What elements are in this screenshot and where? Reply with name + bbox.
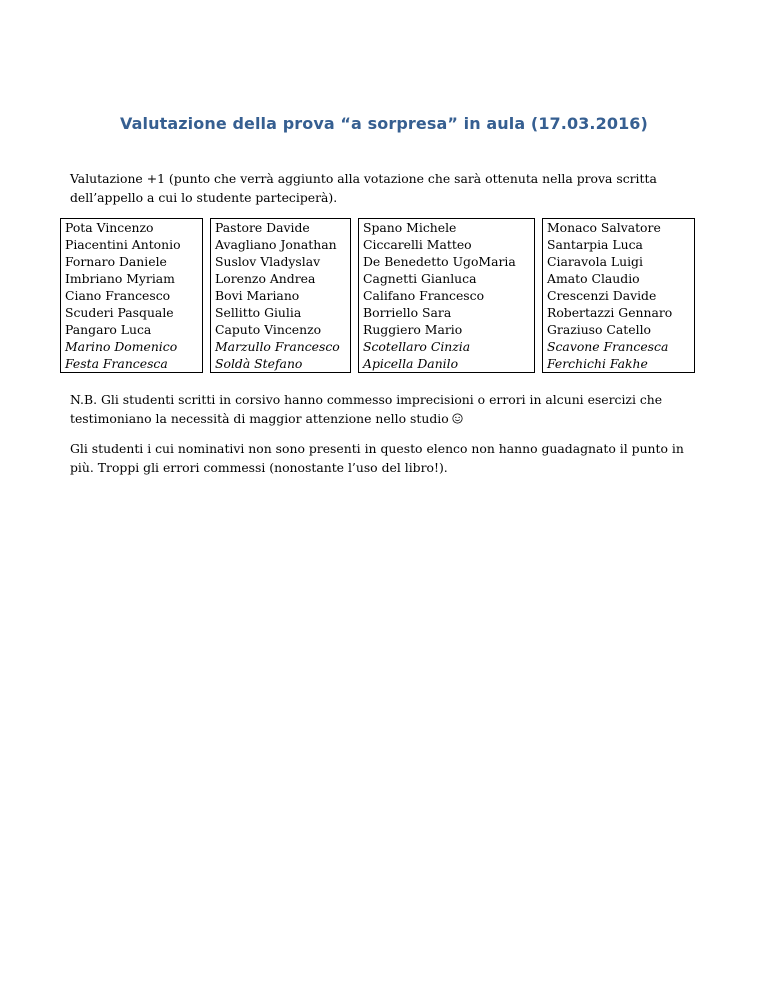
column-gap bbox=[203, 219, 211, 237]
column-gap bbox=[203, 321, 211, 338]
student-name-cell: Scuderi Pasquale bbox=[61, 304, 203, 321]
student-name-cell: Borriello Sara bbox=[359, 304, 535, 321]
students-table bbox=[60, 218, 695, 373]
student-name-cell: Ciaravola Luigi bbox=[543, 253, 695, 270]
column-gap bbox=[535, 270, 543, 287]
student-name-cell: Piacentini Antonio bbox=[61, 236, 203, 253]
student-name-cell: Pota Vincenzo bbox=[61, 219, 203, 237]
column-gap bbox=[351, 287, 359, 304]
column-gap bbox=[203, 270, 211, 287]
student-name-cell: Pastore Davide bbox=[211, 219, 351, 237]
table-row bbox=[61, 270, 695, 287]
table-row bbox=[61, 355, 695, 373]
student-name-cell: Soldà Stefano bbox=[211, 355, 351, 373]
column-gap bbox=[351, 236, 359, 253]
student-name-cell: Festa Francesca bbox=[61, 355, 203, 373]
column-gap bbox=[535, 355, 543, 373]
closing-paragraph: Gli studenti i cui nominativi non sono presenti in questo elenco non hanno guadagnato il punto in più. Troppi gli errori commessi (nonostante l’uso del libro!). bbox=[70, 441, 684, 475]
student-name-cell: Monaco Salvatore bbox=[543, 219, 695, 237]
student-name-cell: Ferchichi Fakhe bbox=[543, 355, 695, 373]
column-gap bbox=[535, 253, 543, 270]
student-name-cell: Ruggiero Mario bbox=[359, 321, 535, 338]
note-paragraph bbox=[70, 390, 700, 428]
column-gap bbox=[535, 219, 543, 237]
student-name-cell: Scavone Francesca bbox=[543, 338, 695, 355]
column-gap bbox=[203, 338, 211, 355]
table-row bbox=[61, 219, 695, 237]
student-name-cell: Pangaro Luca bbox=[61, 321, 203, 338]
column-gap bbox=[351, 355, 359, 373]
intro-paragraph: Valutazione +1 (punto che verrà aggiunto alla votazione che sarà ottenuta nella prova scritta dell’appello a cui lo studente parteciperà). bbox=[70, 171, 657, 205]
student-name-cell: Sellitto Giulia bbox=[211, 304, 351, 321]
column-gap bbox=[351, 270, 359, 287]
student-name-cell: Apicella Danilo bbox=[359, 355, 535, 373]
column-gap bbox=[535, 287, 543, 304]
column-gap bbox=[203, 304, 211, 321]
student-name-cell: Marino Domenico bbox=[61, 338, 203, 355]
column-gap bbox=[535, 321, 543, 338]
student-name-cell: Cagnetti Gianluca bbox=[359, 270, 535, 287]
student-name-cell: Amato Claudio bbox=[543, 270, 695, 287]
table-row bbox=[61, 287, 695, 304]
student-name-cell: Ciano Francesco bbox=[61, 287, 203, 304]
student-name-cell: Fornaro Daniele bbox=[61, 253, 203, 270]
note-text: N.B. Gli studenti scritti in corsivo hanno commesso imprecisioni o errori in alcuni esercizi che testimoniano la necessità di maggior attenzione nello studio bbox=[70, 392, 663, 426]
column-gap bbox=[351, 253, 359, 270]
student-name-cell: Spano Michele bbox=[359, 219, 535, 237]
student-name-cell: Suslov Vladyslav bbox=[211, 253, 351, 270]
student-name-cell: Marzullo Francesco bbox=[211, 338, 351, 355]
column-gap bbox=[535, 338, 543, 355]
student-name-cell: Bovi Mariano bbox=[211, 287, 351, 304]
column-gap bbox=[203, 253, 211, 270]
column-gap bbox=[351, 304, 359, 321]
table-row bbox=[61, 236, 695, 253]
column-gap bbox=[203, 287, 211, 304]
table-row bbox=[61, 304, 695, 321]
student-name-cell: Caputo Vincenzo bbox=[211, 321, 351, 338]
student-name-cell: Graziuso Catello bbox=[543, 321, 695, 338]
student-name-cell: Santarpia Luca bbox=[543, 236, 695, 253]
student-name-cell: Crescenzi Davide bbox=[543, 287, 695, 304]
column-gap bbox=[351, 321, 359, 338]
column-gap bbox=[203, 236, 211, 253]
student-name-cell: Califano Francesco bbox=[359, 287, 535, 304]
table-row bbox=[61, 253, 695, 270]
student-name-cell: Imbriano Myriam bbox=[61, 270, 203, 287]
document-title: Valutazione della prova “a sorpresa” in aula (17.03.2016) bbox=[120, 114, 648, 133]
smiley-icon bbox=[452, 413, 463, 424]
student-name-cell: Lorenzo Andrea bbox=[211, 270, 351, 287]
column-gap bbox=[351, 338, 359, 355]
table-row bbox=[61, 321, 695, 338]
column-gap bbox=[535, 236, 543, 253]
student-name-cell: Scotellaro Cinzia bbox=[359, 338, 535, 355]
student-name-cell: Robertazzi Gennaro bbox=[543, 304, 695, 321]
column-gap bbox=[351, 219, 359, 237]
student-name-cell: Avagliano Jonathan bbox=[211, 236, 351, 253]
student-name-cell: De Benedetto UgoMaria bbox=[359, 253, 535, 270]
column-gap bbox=[203, 355, 211, 373]
table-row bbox=[61, 338, 695, 355]
student-name-cell: Ciccarelli Matteo bbox=[359, 236, 535, 253]
column-gap bbox=[535, 304, 543, 321]
